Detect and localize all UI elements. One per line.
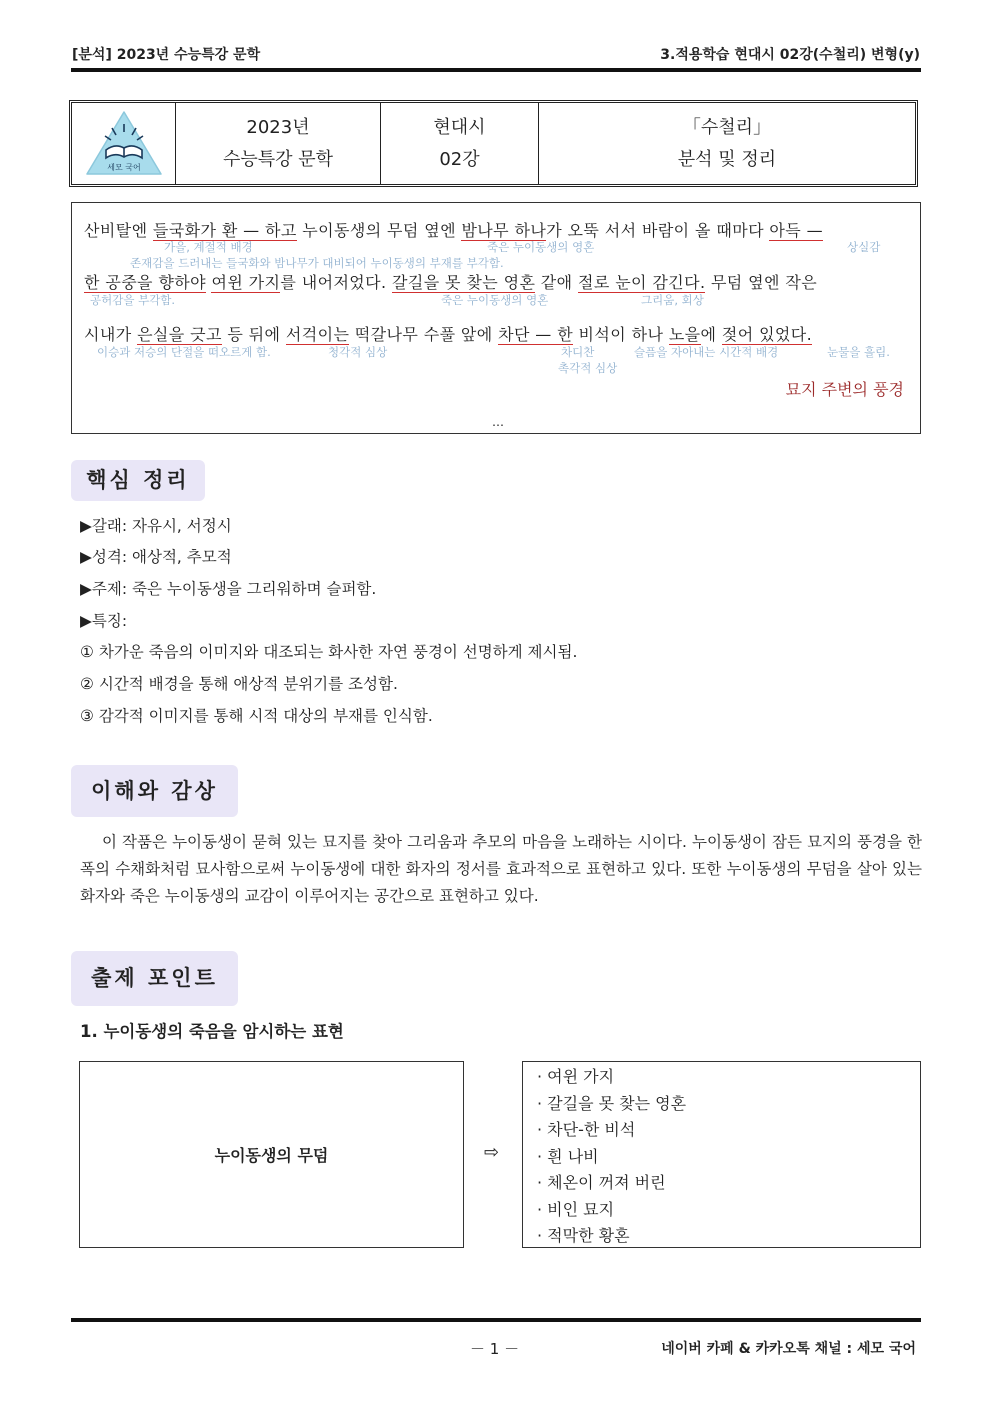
annotation: 청각적 심상	[328, 345, 388, 359]
title-col-1	[176, 103, 381, 184]
title-lesson: 02강	[439, 148, 480, 170]
footer-rule	[71, 1318, 921, 1322]
section-title-points: 출제 포인트	[71, 951, 238, 1006]
header-right-title: 3.적용학습 현대시 02강(수철리) 변형(y)	[660, 47, 920, 63]
core-feature-2: ② 시간적 배경을 통해 애상적 분위기를 조성함.	[80, 675, 398, 693]
poem-section-tag: 묘지 주변의 풍경	[785, 380, 904, 399]
annotation: 죽은 누이동생의 영혼	[487, 240, 595, 254]
annotation: 차디찬	[561, 345, 595, 359]
list-item: · 차단-한 비석	[537, 1120, 636, 1139]
list-item: · 여윈 가지	[537, 1067, 615, 1086]
appreciation-paragraph: 이 작품은 누이동생이 묻혀 있는 묘지를 찾아 그리움과 추모의 마음을 노래하는 시이다. 누이동생이 잠든 묘지의 풍경을 한 폭의 수채화처럼 묘사함으로써 누이동생에 대한 화자의 정서를 효과적으로 표현하고 있다. 또한 누이동생의 무덤을 살아 있는 화자와 죽은 누이동생의 교감이 이루어지는 공간으로 표현하고 있다.	[80, 833, 922, 905]
list-item: · 적막한 황혼	[537, 1226, 630, 1245]
poem-line-3: 시내가 은실을 긋고 등 뒤에 서걱이는 떡갈나무 수풀 앞에 차단 — 한 비석이 하나 노을에 젖어 있었다.	[84, 325, 813, 344]
point-right-box	[522, 1061, 921, 1248]
right-arrow-icon: ⇨	[484, 1142, 500, 1163]
annotation: 죽은 누이동생의 영혼	[441, 293, 549, 307]
poem-title: 「수철리」	[682, 116, 772, 138]
core-genre: ▶갈래: 자유시, 서정시	[80, 517, 232, 535]
poem-ellipsis: …	[492, 415, 504, 429]
core-feature-1: ① 차가운 죽음의 이미지와 대조되는 화사한 자연 풍경이 선명하게 제시됨.	[80, 643, 578, 661]
title-col-2	[381, 103, 539, 184]
annotation: 이승과 저승의 단절을 떠오르게 함.	[97, 345, 271, 359]
point-subtitle-1: 1. 누이동생의 죽음을 암시하는 표현	[80, 1022, 344, 1041]
poem-line-2: 한 공중을 향하야 여윈 가지를 내어저었다. 갈길을 못 찾는 영혼 같애 절로 눈이 감긴다. 무덤 옆엔 작은	[84, 273, 818, 292]
annotation: 존재감을 드러내는 들국화와 밤나무가 대비되어 누이동생의 부재를 부각함.	[130, 256, 504, 270]
annotation: 슬픔을 자아내는 시간적 배경	[634, 345, 779, 359]
header-rule	[71, 68, 921, 72]
title-subtitle: 분석 및 정리	[677, 148, 777, 170]
core-theme: ▶주제: 죽은 누이동생을 그리워하며 슬퍼함.	[80, 580, 377, 598]
book-logo-icon	[84, 110, 164, 178]
annotation: 공허감을 부각함.	[90, 293, 176, 307]
core-feature-3: ③ 감각적 이미지를 통해 시적 대상의 부재를 인식함.	[80, 707, 433, 725]
logo-cell	[72, 103, 176, 184]
poem-box	[71, 202, 921, 434]
annotation: 가을, 계절적 배경	[164, 240, 253, 254]
title-col-3	[539, 103, 916, 184]
annotation: 그리움, 회상	[641, 293, 704, 307]
section-title-appreciation: 이해와 감상	[71, 765, 238, 817]
page-number: － 1 －	[470, 1340, 520, 1358]
core-features-label: ▶특징:	[80, 612, 128, 630]
section-title-core: 핵심 정리	[71, 460, 205, 501]
title-category: 현대시	[433, 116, 486, 138]
core-character: ▶성격: 애상적, 추모적	[80, 548, 232, 566]
list-item: · 갈길을 못 찾는 영혼	[537, 1093, 687, 1113]
title-book: 수능특강 문학	[222, 148, 334, 170]
title-box	[69, 100, 918, 187]
annotation: 눈물을 흘림.	[827, 345, 890, 359]
annotation: 상실감	[847, 240, 881, 254]
annotation: 촉각적 심상	[558, 361, 618, 375]
footer-channel: 네이버 카페 & 카카오톡 채널 : 세모 국어	[661, 1341, 916, 1357]
point-left-box	[79, 1061, 464, 1248]
list-item: · 흰 나비	[537, 1146, 599, 1166]
point-left-label: 누이동생의 무덤	[214, 1146, 329, 1165]
header-left-title: [분석] 2023년 수능특강 문학	[72, 47, 261, 63]
logo-text: 세모 국어	[106, 162, 141, 172]
poem-line-1: 산비탈엔 들국화가 환 — 하고 누이동생의 무덤 옆엔 밤나무 하나가 오뚝 서서 바람이 올 때마다 아득 —	[84, 221, 824, 240]
list-item: · 체온이 꺼져 버린	[537, 1173, 666, 1192]
title-year: 2023년	[246, 116, 310, 138]
list-item: · 비인 묘지	[537, 1199, 615, 1219]
